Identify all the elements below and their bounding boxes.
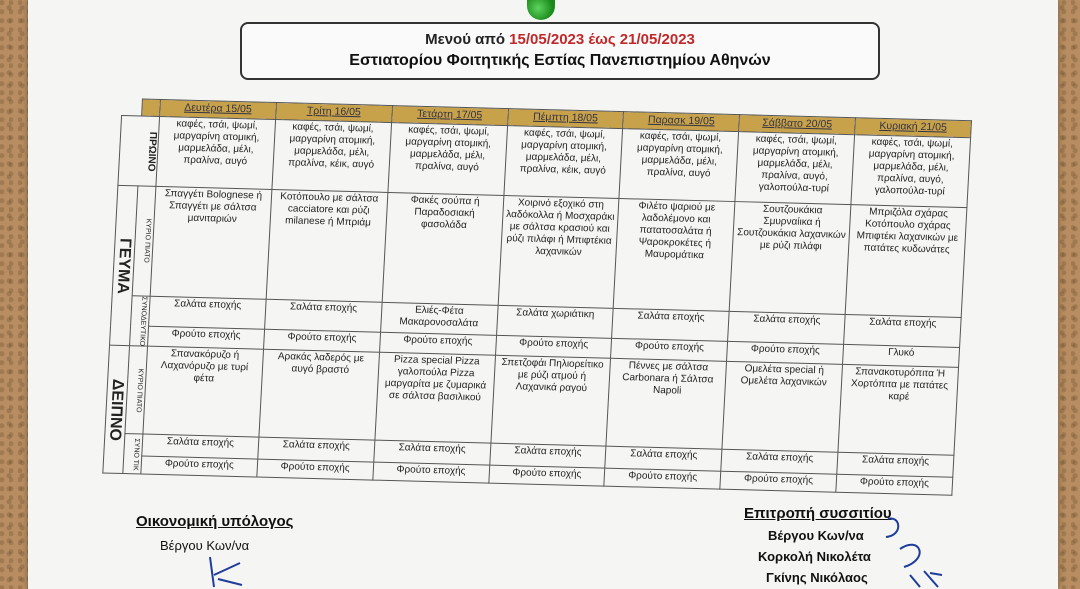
breakfast-cell: καφές, τσάι, ψωμί, μαργαρίνη ατομική, μαρμελάδα, μέλι, πραλίνα, αυγό bbox=[619, 129, 739, 202]
lunch-side-cell: Φρούτο εποχής bbox=[148, 326, 265, 349]
dinner-side-cell: Φρούτο εποχής bbox=[488, 466, 605, 487]
lunch-side-cell: Σαλάτα εποχής bbox=[612, 308, 729, 341]
dinner-main-cell: Pizza special Pizza γαλοπούλα Pizza μαργαρίτα με ζυμαρικά σε σάλτσα βασιλικού bbox=[375, 353, 495, 444]
dinner-side-cell: Φρούτο εποχής bbox=[372, 463, 489, 484]
lunch-side-cell: Σαλάτα εποχής bbox=[844, 314, 962, 347]
lunch-main-cell: Σπαγγέτι Bolognese ή Σπαγγέτι με σάλτσα μανιταριών bbox=[150, 186, 272, 299]
day-header: Παρασκ 19/05 bbox=[623, 112, 740, 132]
lunch-main-cell: Φακές σούπα ή Παραδοσιακή φασολάδα bbox=[382, 192, 504, 305]
lunch-main-cell: Κοτόπουλο με σάλτσα cacciatore και ρύζι milanese ή Μπριάμ bbox=[266, 189, 388, 302]
breakfast-cell: καφές, τσάι, ψωμί, μαργαρίνη ατομική, μαρμελάδα, μέλι, πραλίνα, κέικ, αυγό bbox=[272, 120, 392, 193]
dinner-side-cell: Φρούτο εποχής bbox=[836, 475, 953, 496]
committee-title: Επιτροπή συσσιτίου bbox=[744, 505, 892, 522]
dinner-main-cell: Πέννες με σάλτσα Carbonara ή Σάλτσα Napoli bbox=[606, 359, 726, 450]
lunch-side-cell: Σαλάτα εποχής bbox=[264, 299, 381, 332]
restaurant-name: Εστιατορίου Φοιτητικής Εστίας Πανεπιστημίου Αθηνών bbox=[349, 52, 771, 69]
lunch-main-cell: Σουτζουκάκια Σμυρναίικα ή Σουτζουκάκια λαχανικών με ρύζι πιλάφι bbox=[729, 202, 851, 315]
lunch-side-cell: Σαλάτα εποχής bbox=[149, 296, 266, 329]
lunch-side-cell: Σαλάτα εποχής bbox=[728, 311, 845, 344]
menu-table bbox=[101, 98, 972, 520]
day-header: Τετάρτη 17/05 bbox=[391, 106, 508, 126]
breakfast-cell: καφές, τσάι, ψωμί, μαργαρίνη ατομική, μαρμελάδα, μέλι, πραλίνα, αυγό, γαλοπούλα-τυρί bbox=[851, 135, 971, 208]
menu-period: Μενού από 15/05/2023 έως 21/05/2023 bbox=[425, 31, 695, 48]
signature-scribble bbox=[200, 555, 250, 589]
side-dish-label: ΣΥΝΟ ΤΙΚ bbox=[123, 434, 143, 474]
accountant-name: Βέργου Κων/να bbox=[160, 538, 250, 553]
breakfast-cell: καφές, τσάι, ψωμί, μαργαρίνη ατομική, μαρμελάδα, μέλι, πραλίνα, αυγό bbox=[156, 116, 276, 189]
committee-member: Κορκολή Νικολέτα bbox=[758, 549, 871, 564]
breakfast-cell: καφές, τσάι, ψωμί, μαργαρίνη ατομική, μαρμελάδα, μέλι, πραλίνα, αυγό bbox=[388, 123, 508, 196]
lunch-side-cell: Φρούτο εποχής bbox=[495, 336, 612, 359]
lunch-side-cell: Φρούτο εποχής bbox=[727, 342, 844, 365]
lunch-main-cell: Χοιρινό εξοχικό στη λαδόκολλα ή Μοσχαράκι με σάλτσα κρασιού και ρύζι πιλάφι ή Μπιφτέκια λαχανικών bbox=[498, 195, 620, 308]
dinner-side-cell: Σαλάτα εποχής bbox=[489, 444, 606, 469]
breakfast-cell: καφές, τσάι, ψωμί, μαργαρίνη ατομική, μαρμελάδα, μέλι, πραλίνα, αυγό, γαλοπούλα-τυρί bbox=[735, 132, 855, 205]
day-header: Κυριακή 21/05 bbox=[855, 118, 972, 138]
main-dish-label: ΚΥΡΙΟ ΠΙΑΤΟ bbox=[125, 346, 148, 434]
lunch-main-cell: Μπριζόλα σχάρας Κοτόπουλο σχάρας Μπιφτέκι λαχανικών με πατάτες κυδωνάτες bbox=[845, 205, 967, 318]
lunch-side-cell: Φρούτο εποχής bbox=[379, 333, 496, 356]
dinner-side-cell: Σαλάτα εποχής bbox=[721, 450, 838, 475]
accountant-title: Οικονομική υπόλογος bbox=[136, 513, 294, 530]
dinner-side-cell: Φρούτο εποχής bbox=[141, 457, 258, 478]
dinner-side-cell: Σαλάτα εποχής bbox=[373, 441, 490, 466]
side-dish-label: ΣΥΝΟΔΕΥΤΙΚΟ bbox=[130, 296, 151, 347]
dinner-main-cell: Σπανακοτυρόπιτα Ή Χορτόπιτα με πατάτες καρέ bbox=[838, 365, 959, 456]
lunch-side-cell: Σαλάτα χωριάτικη bbox=[496, 305, 613, 338]
main-dish-label: ΚΥΡΙΟ ΠΙΑΤΟ bbox=[132, 186, 156, 296]
day-header: Πέμπτη 18/05 bbox=[507, 109, 624, 129]
dinner-label: ΔΕΙΠΝΟ bbox=[103, 346, 130, 474]
day-header: Δευτέρα 15/05 bbox=[160, 100, 277, 120]
dinner-side-cell: Σαλάτα εποχής bbox=[142, 435, 259, 460]
dinner-side-cell: Φρούτο εποχής bbox=[720, 472, 837, 493]
dinner-side-cell: Φρούτο εποχής bbox=[604, 469, 721, 490]
committee-member: Βέργου Κων/να bbox=[768, 528, 864, 543]
dinner-side-cell: Φρούτο εποχής bbox=[257, 460, 374, 481]
dinner-main-cell: Αρακάς λαδερός με αυγό βραστό bbox=[259, 350, 379, 441]
breakfast-label: ΠΡΩΙΝΟ bbox=[118, 115, 160, 186]
lunch-side-cell: Γλυκό bbox=[843, 345, 960, 368]
dinner-main-cell: Σπετζοφάι Πηλιορείτικο με ρύζι ατμού ή Λαχανικά ραγού bbox=[490, 356, 610, 447]
lunch-side-cell: Φρούτο εποχής bbox=[611, 339, 728, 362]
day-header: Τρίτη 16/05 bbox=[275, 103, 392, 123]
lunch-label: ΓΕΥΜΑ bbox=[110, 185, 138, 346]
lunch-side-cell: Ελιές-Φέτα Μακαρονοσαλάτα bbox=[380, 302, 497, 335]
lunch-main-cell: Φιλέτο ψαριού με λαδολέμονο και πατατοσαλάτα ή Ψαροκροκέτες ή Μαυρομάτικα bbox=[614, 199, 736, 312]
day-header: Σάββατο 20/05 bbox=[739, 115, 856, 135]
lunch-side-cell: Φρούτο εποχής bbox=[263, 330, 380, 353]
dinner-main-cell: Σπανακόρυζο ή Λαχανόρυζο με τυρί φέτα bbox=[143, 347, 263, 438]
breakfast-cell: καφές, τσάι, ψωμί, μαργαρίνη ατομική, μαρμελάδα, μέλι, πραλίνα, κέικ, αυγό bbox=[503, 126, 623, 199]
dinner-main-cell: Ομελέτα special ή Ομελέτα λαχανικών bbox=[722, 362, 842, 453]
committee-signatures-scribble bbox=[880, 515, 950, 589]
dinner-side-cell: Σαλάτα εποχής bbox=[605, 447, 722, 472]
title-scroll bbox=[240, 22, 880, 80]
dinner-side-cell: Σαλάτα εποχής bbox=[258, 438, 375, 463]
committee-member: Γκίνης Νικόλαος bbox=[766, 570, 868, 585]
dinner-side-cell: Σαλάτα εποχής bbox=[837, 453, 954, 478]
